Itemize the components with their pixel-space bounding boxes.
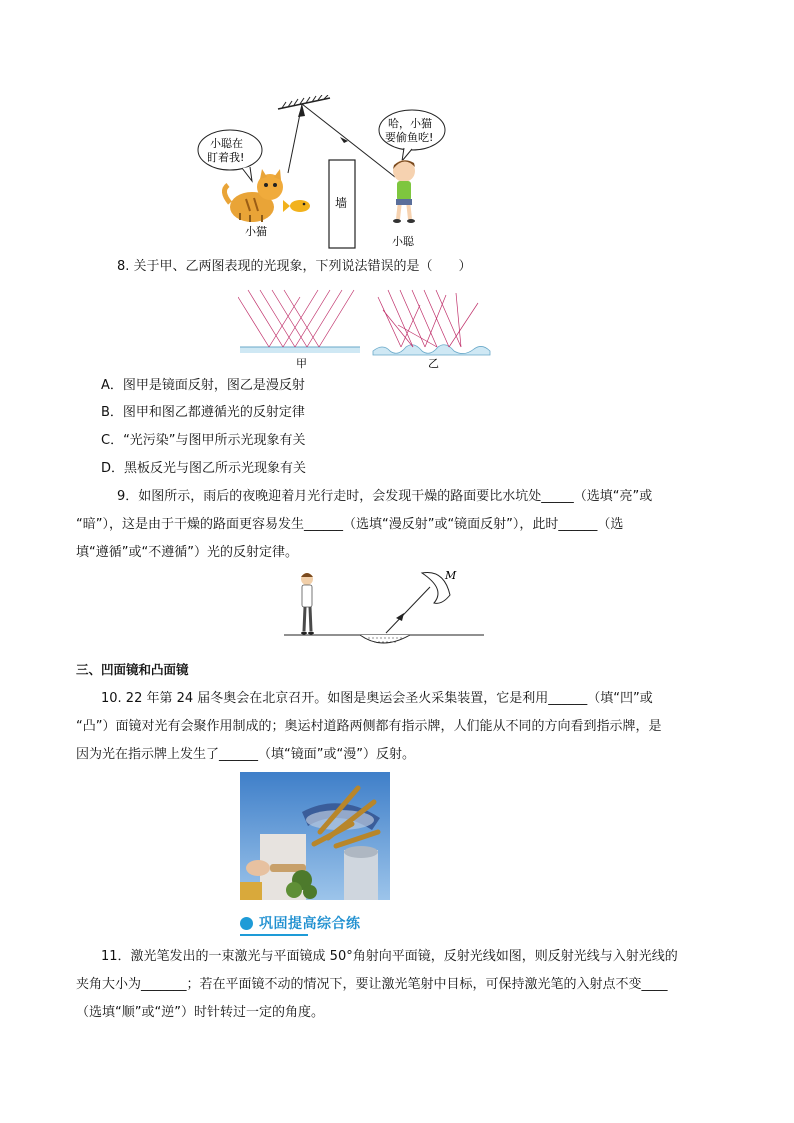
banner-title: 巩固提高综合练: [259, 916, 361, 932]
q10-line3: 因为光在指示牌上发生了______（填“镜面”或“漫”）反射。: [76, 747, 415, 762]
q8-option-a: A．图甲是镜面反射，图乙是漫反射: [101, 378, 305, 393]
q9-line3: 填“遵循”或“不遵循”）光的反射定律。: [76, 545, 298, 560]
cat-speech-line2: 盯着我!: [207, 151, 245, 164]
boy-icon: [393, 160, 415, 223]
moonlight-ray: [386, 587, 430, 633]
boy-speech-line2: 要偷鱼吃!: [385, 131, 434, 144]
q9-line2: “暗”），这是由于干燥的路面更容易发生______（选填“漫反射”或“镜面反射”），此时______（选: [76, 517, 624, 532]
cat-speech-bubble: [198, 130, 262, 170]
fig-label-jia: 甲: [296, 357, 307, 370]
walking-person-icon: [301, 573, 314, 635]
cat-icon: [224, 169, 283, 222]
q8-stem: 8. 关于甲、乙两图表现的光现象，下列说法错误的是（ ）: [117, 259, 472, 274]
banner-bullet-icon: [240, 917, 253, 930]
q8-reflection-figure: [238, 285, 498, 370]
q11-line2: 夹角大小为_______；若在平面镜不动的情况下，要让激光笔射中目标，可保持激光笔的入射点不变____: [76, 977, 668, 992]
fish-icon: [283, 200, 310, 212]
q11-line3: （选填“顺”或“逆”）时针转过一定的角度。: [76, 1005, 324, 1020]
diffuse-rays: [378, 290, 478, 347]
smooth-surface: [240, 347, 360, 353]
q10-line2: “凸”）面镜对光有会聚作用制成的；奥运村道路两侧都有指示牌，人们能从不同的方向看到指示牌，是: [76, 719, 662, 734]
cat-boy-mirror-figure: [190, 95, 460, 255]
cat-label: 小猫: [245, 225, 267, 238]
q11-line1: 11．激光笔发出的一束激光与平面镜成 50°角射向平面镜，反射光线如图，则反射光线与入射光线的: [101, 949, 678, 964]
olympic-flame-photo: [240, 772, 390, 900]
fig-label-yi: 乙: [428, 357, 439, 370]
ray-arrow-down: [340, 137, 348, 143]
section3-title: 三、凹面镜和凸面镜: [76, 662, 189, 677]
banner-underline: [240, 934, 308, 936]
q9-moonlight-figure: [282, 565, 487, 650]
section-banner: [240, 910, 361, 936]
q8-option-c: C．“光污染”与图甲所示光现象有关: [101, 433, 306, 448]
q9-line1: 9．如图所示，雨后的夜晚迎着月光行走时，会发现干燥的路面要比水坑处_____（选填“亮”或: [117, 489, 653, 504]
rough-surface: [373, 345, 490, 355]
q8-option-b: B．图甲和图乙都遵循光的反射定律: [101, 405, 305, 420]
plane-mirror: [278, 98, 330, 109]
boy-speech-bubble: [379, 110, 445, 150]
q10-line1: 10. 22 年第 24 届冬奥会在北京召开。如图是奥运会圣火采集装置，它是利用______（填“凹”或: [101, 691, 653, 706]
q8-option-d: D．黑板反光与图乙所示光现象有关: [101, 461, 307, 476]
cat-speech-line1: 小聪在: [210, 137, 243, 150]
wall-label: 墙: [335, 196, 348, 210]
moon-label: M: [445, 569, 457, 582]
boy-speech-line1: 哈，小猫: [388, 117, 432, 130]
specular-rays: [238, 290, 354, 347]
boy-label: 小聪: [392, 235, 414, 248]
puddle: [360, 635, 410, 643]
